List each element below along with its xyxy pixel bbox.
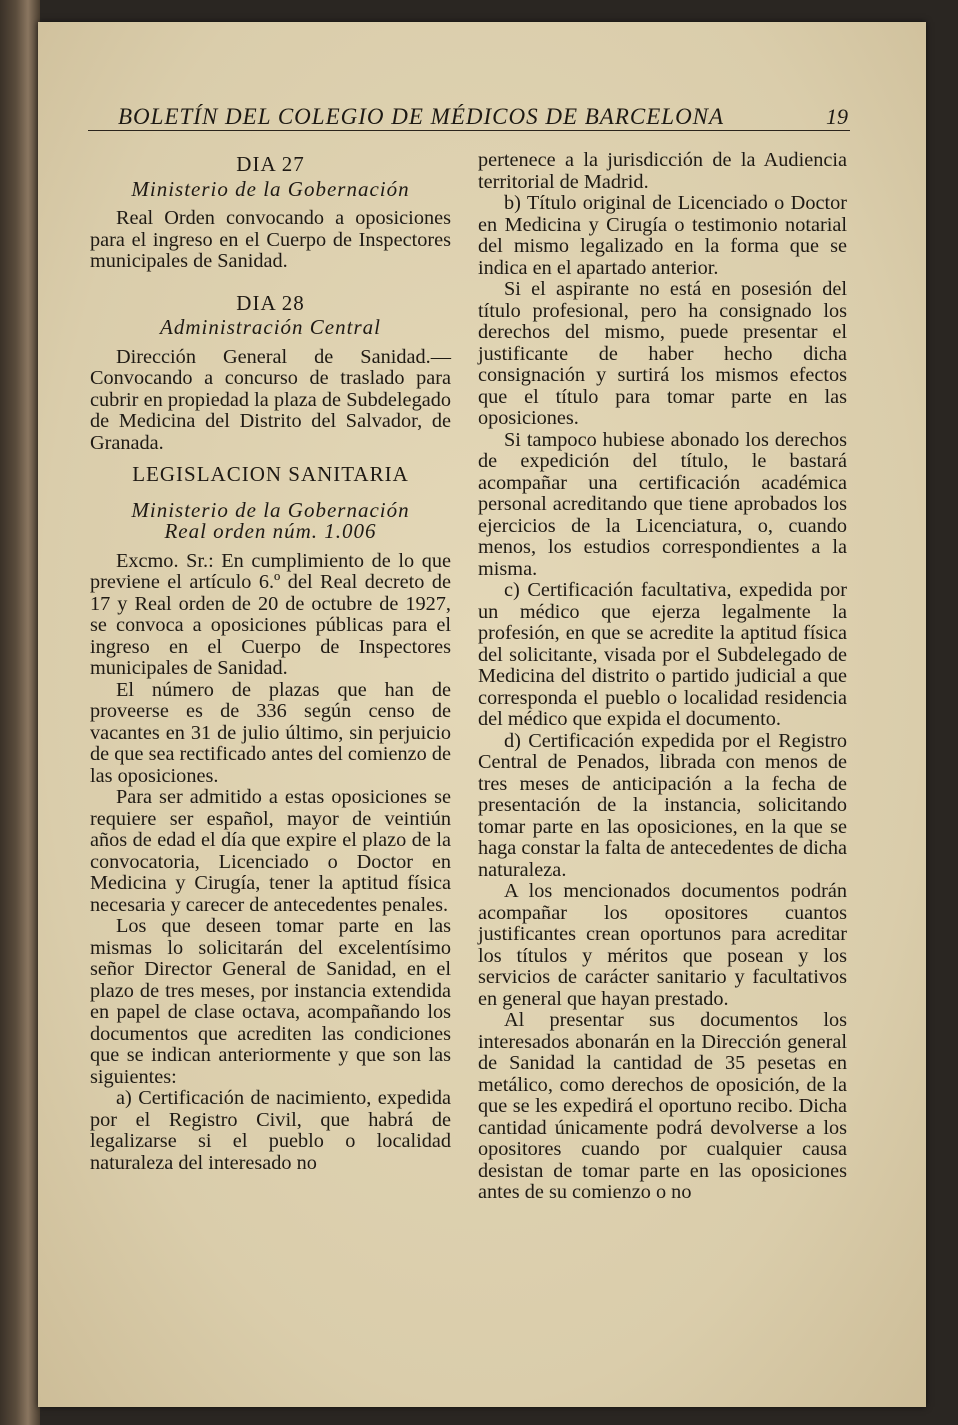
day-heading-27: DIA 27 — [236, 152, 305, 176]
day-heading-28: DIA 28 — [236, 290, 305, 315]
section-heading: LEGISLACION SANITARIA — [132, 462, 409, 486]
page-number: 19 — [826, 104, 848, 129]
paragraph: Dirección General de Sanidad.— Convocando a concurso de traslado para cubrir en propiedad la plaza de Subdelegado de Medicina del Distrito del Salvador, de Granada. — [90, 345, 451, 454]
paragraph: Excmo. Sr.: En cumplimiento de lo que previene el artículo 6.º del Real decreto de 17 y Real orden de 20 de octubre de 1927, se convoca a oposiciones públicas para el ingreso en el Cuerpo de Inspectores municipales de Sanidad. — [90, 549, 451, 679]
left-column — [90, 150, 451, 1174]
ministry-heading: Ministerio de la Gobernación — [131, 497, 410, 522]
paragraph: Para ser admitido a estas oposiciones se requiere ser español, mayor de veintiún años de edad el día que expire el plazo de la convocatoria, Licenciado o Doctor en Medicina y Cirugía, tener la aptitud física necesaria y carecer de antecedentes penales. — [90, 786, 451, 916]
paragraph: Los que deseen tomar parte en las mismas lo solicitarán del excelentísimo señor Director General de Sanidad, en el plazo de tres meses, por instancia extendida en papel de clase octava, acompañando los documentos que acrediten las condiciones que se indican anteriormente y que son las siguientes: — [90, 915, 451, 1088]
paragraph: El número de plazas que han de proveerse es de 336 según censo de vacantes en 31 de julio último, sin perjuicio de que sea rectificado antes del comienzo de las oposiciones. — [90, 678, 451, 787]
paragraph: d) Certificación expedida por el Registro Central de Penados, librada con menos de tres meses de anticipación a la fecha de presentación de la instancia, solicitando tomar parte en las oposiciones, en la que se haga constar la falta de antecedentes de dicha naturaleza. — [478, 729, 847, 881]
order-number: Real orden núm. 1.006 — [164, 519, 377, 543]
ministry-heading: Ministerio de la Gobernación — [131, 176, 410, 201]
paragraph: c) Certificación facultativa, expedida por un médico que ejerza legalmente la profesión, en que se acredite la aptitud física del solicitante, visada por el Subdelegado de Medicina del distrito o partido judicial a que corresponda el pueblo o localidad residencia del médico que expida el documento. — [478, 579, 847, 730]
administration-heading: Administración Central — [160, 315, 381, 339]
paragraph: Al presentar sus documentos los interesados abonarán en la Dirección general de Sanidad la cantidad de 35 pesetas en metálico, como derechos de oposición, de la que se les expedirá el oportuno recibo. Dicha cantidad únicamente podrá devolverse a los opositores cuando por cualquier causa desistan de tomar parte en las oposiciones antes de su comienzo o no — [478, 1009, 847, 1203]
paragraph: Si el aspirante no está en posesión del título profesional, pero ha consignado los derechos del mismo, puede presentar el justificante de haber hecho dicha consignación y surtirá los mismos efectos que el título para tomar parte en las oposiciones. — [478, 278, 847, 429]
paragraph: Si tampoco hubiese abonado los derechos de expedición del título, le bastará acompañar una certificación académica personal acreditando que tiene aprobados los ejercicios de la Licenciatura, o, cuando menos, los estudios correspondientes a la misma. — [478, 428, 847, 580]
paragraph: b) Título original de Licenciado o Doctor en Medicina y Cirugía o testimonio notarial del mismo legalizado en la forma que se indica en el apartado anterior. — [478, 192, 847, 279]
paragraph: Real Orden convocando a oposiciones para el ingreso en el Cuerpo de Inspectores municipales de Sanidad. — [90, 207, 451, 272]
paragraph: a) Certificación de nacimiento, expedida por el Registro Civil, que habrá de legalizarse si el pueblo o localidad naturaleza del interesado no — [90, 1087, 451, 1174]
paragraph: pertenece a la jurisdicción de la Audiencia territorial de Madrid. — [478, 149, 847, 193]
right-column — [478, 150, 847, 1204]
running-header — [88, 100, 850, 131]
book-spine — [0, 0, 40, 1425]
journal-title: BOLETÍN DEL COLEGIO DE MÉDICOS DE BARCELONA — [118, 104, 725, 129]
paragraph: A los mencionados documentos podrán acompañar los opositores cuantos justificantes crean oportunos para acreditar los títulos y méritos que posean y los servicios de carácter sanitario y facultativos en general que hayan prestado. — [478, 880, 847, 1010]
